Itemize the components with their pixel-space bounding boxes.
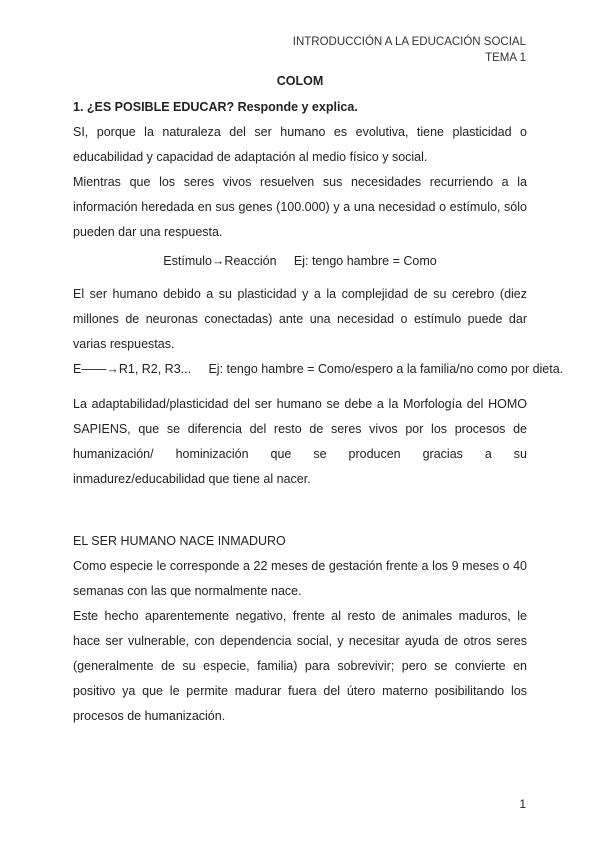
page-header [293,34,526,66]
page-number: 1 [519,797,526,811]
multiple-response-formula: E——→R1, R2, R3... Ej: tengo hambre = Como/espero a la familia/no como por dieta. [73,362,564,376]
topic-label: TEMA 1 [485,52,526,64]
section-heading: EL SER HUMANO NACE INMADURO [73,534,286,548]
stimulus-reaction-formula: Estímulo→Reacción Ej: tengo hambre = Como [163,254,437,268]
document-title: COLOM [276,74,324,88]
paragraph: Como especie le corresponde a 22 meses de gestación frente a los 9 meses o 40 semanas con las que normalmente nace. [73,559,527,598]
paragraph: Mientras que los seres vivos resuelven sus necesidades recurriendo a la información heredada en sus genes (100.000) y a una necesidad o estímulo, sólo pueden dar una respuesta. [73,175,527,239]
paragraph: Este hecho aparentemente negativo, frente al resto de animales maduros, le hace ser vulnerable, con dependencia social, y necesitar ayuda de otros seres (generalmente de su especie, familia) para sobrevivir; pero se convierte en positivo ya que le permite madurar fuera del útero materno posibilitando los procesos de humanización. [73,609,527,723]
paragraph: La adaptabilidad/plasticidad del ser humano se debe a la Morfología del HOMO SAPIENS, que se diferencia del resto de seres vivos por los procesos de humanización/ hominización que se producen gracias a su inmadurez/educabilidad que tiene al nacer. [73,397,527,486]
course-title: INTRODUCCIÓN A LA EDUCACIÓN SOCIAL [292,36,526,48]
paragraph: SI, porque la naturaleza del ser humano es evolutiva, tiene plasticidad o educabilidad y capacidad de adaptación al medio físico y social. [73,125,527,164]
paragraph: El ser humano debido a su plasticidad y a la complejidad de su cerebro (diez millones de neuronas conectadas) ante una necesidad o estímulo puede dar varias respuestas. [73,287,527,351]
document-body [73,95,564,729]
question-heading: 1. ¿ES POSIBLE EDUCAR? Responde y explica. [73,100,358,114]
